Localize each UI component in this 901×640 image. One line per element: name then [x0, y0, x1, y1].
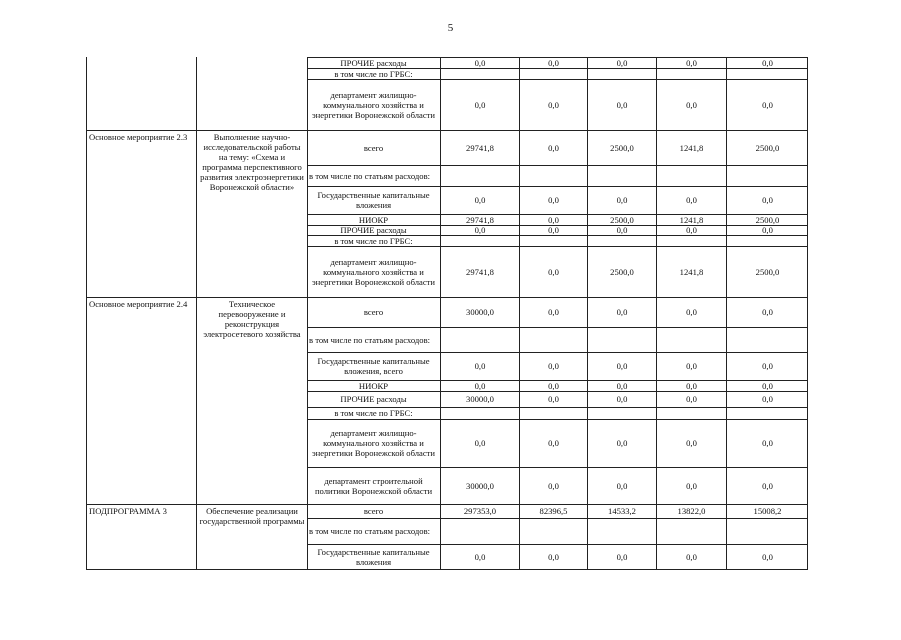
value-cell: 0,0 [686, 225, 697, 235]
value-cell: 0,0 [762, 225, 773, 235]
row-label: НИОКР [358, 214, 389, 225]
value-cell: 0,0 [474, 361, 486, 371]
value-cell: 30000,0 [466, 307, 494, 317]
value-cell: 0,0 [616, 438, 628, 448]
row-label: департамент жилищно-коммунального хозяйства и энергетики Воронежской области [311, 428, 436, 458]
value-cell: 0,0 [686, 480, 697, 491]
value-cell: 0,0 [548, 266, 559, 277]
value-cell: 0,0 [686, 438, 697, 448]
value-cell: 0,0 [474, 99, 486, 110]
value-cell: 82396,5 [539, 506, 568, 516]
value-cell: 0,0 [686, 380, 697, 391]
value-cell: 1241,8 [679, 142, 704, 153]
row-label: Государственные капитальные вложения, всего [317, 356, 430, 376]
value-cell: 0,0 [616, 552, 628, 562]
value-cell: 2500,0 [755, 214, 780, 225]
value-cell: 0,0 [548, 552, 559, 562]
value-cell: 0,0 [474, 195, 486, 205]
value-cell: 0,0 [762, 99, 773, 110]
value-cell: 0,0 [616, 225, 628, 235]
row-label: в том числе по ГРБС: [334, 68, 413, 79]
value-cell: 0,0 [474, 438, 486, 448]
row-label: в том числе по ГРБС: [334, 408, 413, 418]
value-cell: 0,0 [686, 57, 697, 68]
row-label: ПРОЧИЕ расходы [340, 225, 407, 235]
section-label: ПОДПРОГРАММА 3 [89, 506, 167, 516]
value-cell: 0,0 [548, 361, 559, 371]
value-cell: 0,0 [616, 480, 628, 491]
value-cell: 0,0 [616, 380, 628, 391]
value-cell: 29741,8 [466, 266, 494, 277]
value-cell: 0,0 [474, 57, 486, 68]
value-cell: 0,0 [616, 394, 628, 404]
value-cell: 0,0 [616, 361, 628, 371]
value-cell: 2500,0 [610, 266, 634, 277]
value-cell: 0,0 [548, 225, 559, 235]
value-cell: 0,0 [762, 361, 773, 371]
value-cell: 0,0 [616, 57, 628, 68]
value-cell: 0,0 [762, 57, 773, 68]
section-title: Обеспечение реализации государственной программы [199, 506, 305, 526]
value-cell: 13822,0 [677, 506, 706, 516]
value-cell: 15008,2 [753, 506, 782, 516]
section-label: Основное мероприятие 2.3 [89, 132, 188, 142]
value-cell: 0,0 [762, 438, 773, 448]
value-cell: 0,0 [474, 380, 486, 391]
value-cell: 0,0 [686, 195, 697, 205]
value-cell: 0,0 [686, 307, 697, 317]
value-cell: 0,0 [762, 195, 773, 205]
value-cell: 14533,2 [608, 506, 636, 516]
row-label: департамент жилищно-коммунального хозяйства и энергетики Воронежской области [311, 256, 436, 287]
section-title: Техническое перевооружение и реконструкция электросетевого хозяйства [203, 299, 301, 339]
row-label: ПРОЧИЕ расходы [340, 57, 407, 68]
value-cell: 1241,8 [679, 214, 704, 225]
value-cell: 0,0 [686, 99, 697, 110]
value-cell: 0,0 [548, 438, 559, 448]
value-cell: 2500,0 [755, 142, 780, 153]
value-cell: 0,0 [474, 225, 486, 235]
value-cell: 29741,8 [466, 142, 494, 153]
row-label: в том числе по ГРБС: [334, 235, 413, 246]
section-label: Основное мероприятие 2.4 [89, 299, 188, 309]
row-label: в том числе по статьям расходов: [309, 334, 431, 345]
row-label: департамент строительной политики Воронежской области [314, 475, 433, 496]
value-cell: 0,0 [548, 480, 559, 491]
value-cell: 0,0 [548, 380, 559, 391]
value-cell: 30000,0 [466, 394, 494, 404]
value-cell: 0,0 [548, 99, 559, 110]
budget-table [86, 57, 808, 570]
value-cell: 0,0 [616, 99, 628, 110]
value-cell: 1241,8 [679, 266, 704, 277]
value-cell: 2500,0 [755, 266, 780, 277]
row-label: в том числе по статьям расходов: [309, 526, 431, 536]
value-cell: 2500,0 [610, 214, 634, 225]
value-cell: 0,0 [762, 394, 773, 404]
value-cell: 0,0 [762, 307, 773, 317]
value-cell: 0,0 [686, 552, 697, 562]
row-label: Государственные капитальные вложения [317, 547, 430, 567]
section-title: Выполнение научно-исследовательской работы на тему: «Схема и программа перспективного развития электроэнергетики Воронежской области» [200, 132, 304, 192]
value-cell: 0,0 [548, 307, 559, 317]
row-label: в том числе по статьям расходов: [309, 170, 431, 181]
value-cell: 29741,8 [466, 214, 494, 225]
value-cell: 0,0 [548, 142, 559, 153]
value-cell: 30000,0 [466, 480, 494, 491]
value-cell: 0,0 [548, 57, 559, 68]
value-cell: 0,0 [616, 307, 628, 317]
value-cell: 0,0 [762, 552, 773, 562]
value-cell: 0,0 [686, 361, 697, 371]
value-cell: 297353,0 [463, 506, 497, 516]
value-cell: 0,0 [548, 214, 559, 225]
value-cell: 0,0 [548, 195, 559, 205]
value-cell: 2500,0 [610, 142, 634, 153]
row-label: департамент жилищно-коммунального хозяйства и энергетики Воронежской области [311, 89, 436, 120]
value-cell: 0,0 [762, 380, 773, 391]
row-label: всего [363, 142, 384, 153]
value-cell: 0,0 [548, 394, 559, 404]
row-label: НИОКР [358, 380, 389, 391]
row-label: всего [363, 307, 384, 317]
page-number: 5 [447, 22, 454, 34]
value-cell: 0,0 [474, 552, 486, 562]
row-label: ПРОЧИЕ расходы [340, 394, 407, 404]
row-label: всего [363, 506, 384, 516]
row-label: Государственные капитальные вложения [317, 190, 430, 210]
value-cell: 0,0 [616, 195, 628, 205]
value-cell: 0,0 [762, 480, 773, 491]
value-cell: 0,0 [686, 394, 697, 404]
